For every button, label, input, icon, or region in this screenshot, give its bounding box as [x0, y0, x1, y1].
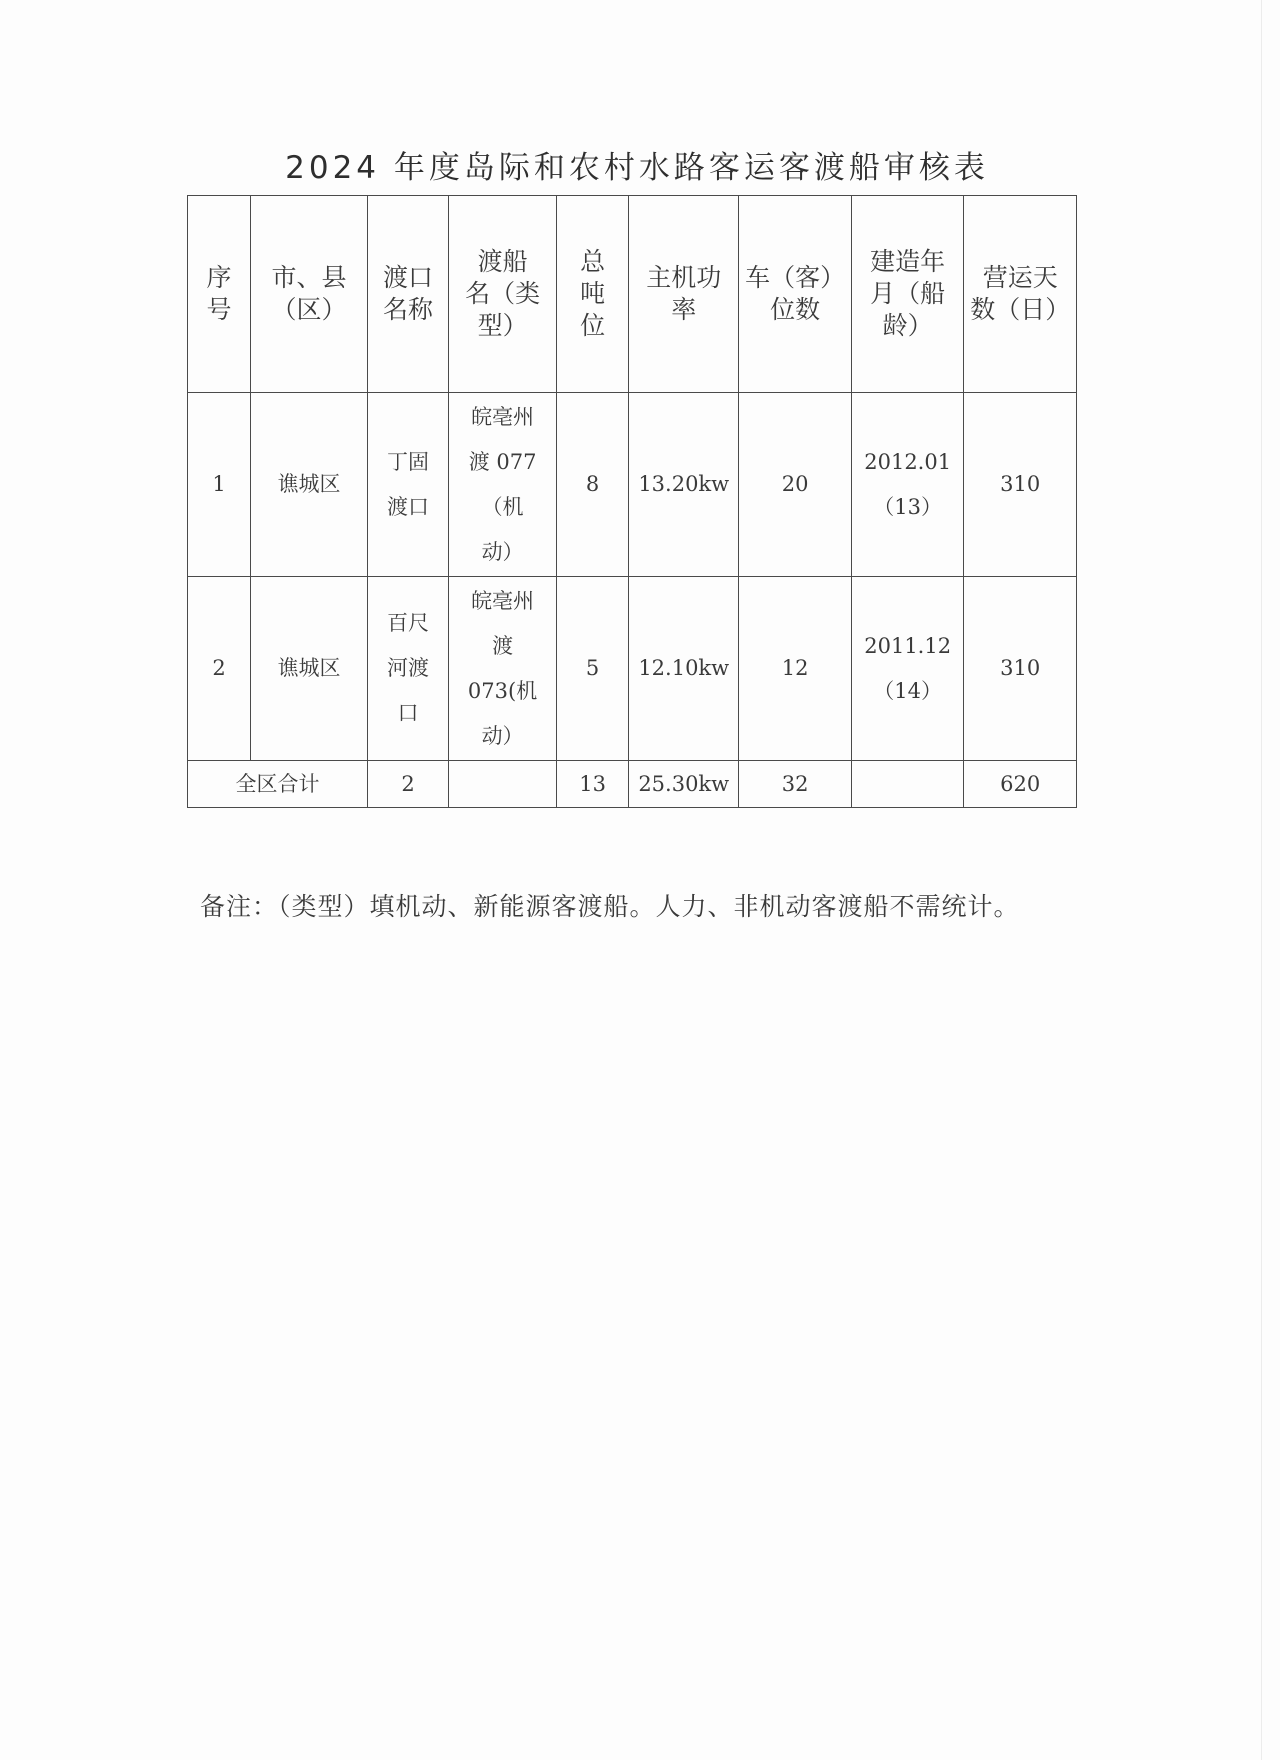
- page-edge: [1261, 0, 1262, 1760]
- total-ferry-points: 2: [368, 761, 449, 808]
- cell-seq: 2: [188, 577, 251, 761]
- remarks-note: 备注：（类型）填机动、新能源客渡船。人力、非机动客渡船不需统计。: [200, 892, 1020, 921]
- cell-seats: 12: [739, 577, 852, 761]
- total-label: 全区合计: [188, 761, 368, 808]
- table-row: [188, 393, 1077, 577]
- header-ship-name: 渡船 名（类 型）: [449, 196, 557, 393]
- header-tonnage: 总 吨 位: [557, 196, 629, 393]
- header-ferry-point: 渡口 名称: [368, 196, 449, 393]
- total-operating-days: 620: [964, 761, 1077, 808]
- cell-seq: 1: [188, 393, 251, 577]
- cell-power: 12.10kw: [629, 577, 739, 761]
- cell-ferry-point: 百尺 河渡 口: [368, 577, 449, 761]
- cell-power: 13.20kw: [629, 393, 739, 577]
- header-seats: 车（客） 位数: [739, 196, 852, 393]
- cell-operating-days: 310: [964, 393, 1077, 577]
- table-total-row: [188, 761, 1077, 808]
- cell-tonnage: 8: [557, 393, 629, 577]
- header-build-date: 建造年 月（船 龄）: [851, 196, 964, 393]
- document-title: 2024 年度岛际和农村水路客运客渡船审核表: [285, 150, 989, 186]
- cell-build-date: 2011.12 （14）: [851, 577, 964, 761]
- total-ship-name: [449, 761, 557, 808]
- total-seats: 32: [739, 761, 852, 808]
- total-tonnage: 13: [557, 761, 629, 808]
- table-header-row: [188, 196, 1077, 393]
- cell-seats: 20: [739, 393, 852, 577]
- cell-district: 谯城区: [251, 577, 368, 761]
- total-build-date: [851, 761, 964, 808]
- cell-ship-name: 皖亳州 渡 077 （机 动）: [449, 393, 557, 577]
- cell-ferry-point: 丁固 渡口: [368, 393, 449, 577]
- cell-build-date: 2012.01 （13）: [851, 393, 964, 577]
- header-power: 主机功 率: [629, 196, 739, 393]
- cell-district: 谯城区: [251, 393, 368, 577]
- header-operating-days: 营运天 数（日）: [964, 196, 1077, 393]
- header-district: 市、县 （区）: [251, 196, 368, 393]
- ferry-review-table: [187, 195, 1077, 808]
- cell-tonnage: 5: [557, 577, 629, 761]
- cell-operating-days: 310: [964, 577, 1077, 761]
- cell-ship-name: 皖亳州 渡 073(机 动）: [449, 577, 557, 761]
- table-row: [188, 577, 1077, 761]
- total-power: 25.30kw: [629, 761, 739, 808]
- header-seq: 序 号: [188, 196, 251, 393]
